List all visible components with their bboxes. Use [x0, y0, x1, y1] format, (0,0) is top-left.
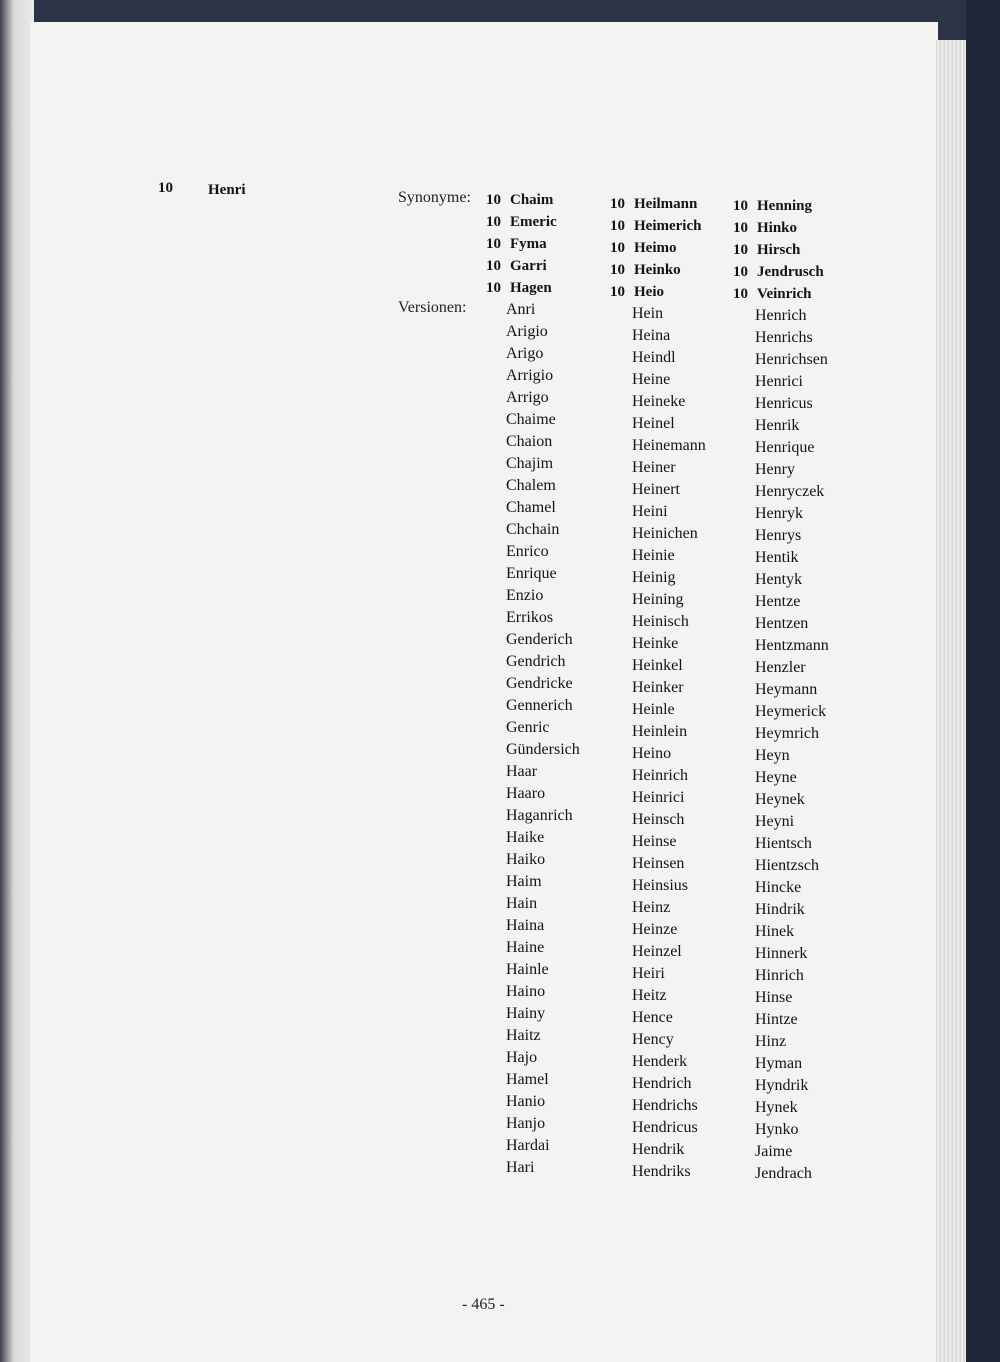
version-item: Hendrichs — [632, 1097, 698, 1114]
version-item: Heymerick — [755, 703, 827, 720]
version-item: Heiri — [632, 965, 665, 982]
version-item: Haino — [506, 983, 546, 1000]
synonym-name: Henning — [757, 198, 813, 214]
synonym-number: 10 — [733, 220, 748, 236]
synonym-item — [610, 237, 706, 259]
synonym-name: Jendrusch — [757, 264, 824, 280]
version-item: Hinz — [755, 1033, 787, 1050]
synonym-name: Emeric — [510, 214, 557, 230]
version-item: Hamel — [506, 1071, 549, 1088]
version-item: Gendricke — [506, 675, 573, 692]
version-item: Heymrich — [755, 725, 819, 742]
version-item: Henrys — [755, 527, 802, 544]
version-item: Arrigo — [506, 389, 549, 406]
version-item: Hentzmann — [755, 637, 829, 654]
version-item: Heinse — [632, 833, 677, 850]
version-item: Heinlein — [632, 723, 688, 740]
version-item: Henry — [755, 461, 795, 478]
version-item: Heinemann — [632, 437, 706, 454]
synonym-item — [733, 217, 829, 239]
version-item: Heinze — [632, 921, 678, 938]
synonym-number: 10 — [733, 286, 748, 302]
version-item: Heinkel — [632, 657, 683, 674]
version-item: Hientzsch — [755, 857, 819, 874]
version-item: Hintze — [755, 1011, 798, 1028]
synonym-name: Veinrich — [757, 286, 812, 302]
synonym-item — [610, 215, 706, 237]
version-item: Hence — [632, 1009, 673, 1026]
version-item: Heinrici — [632, 789, 685, 806]
version-item: Hendricus — [632, 1119, 698, 1136]
version-item: Haganrich — [506, 807, 573, 824]
synonym-item — [610, 259, 706, 281]
synonym-number: 10 — [733, 264, 748, 280]
version-item: Heinsen — [632, 855, 685, 872]
synonym-item — [733, 261, 829, 283]
synonym-number: 10 — [733, 198, 748, 214]
version-item: Henricus — [755, 395, 813, 412]
book-cover-edge — [966, 0, 1000, 1362]
version-item: Heyne — [755, 769, 797, 786]
version-item: Henrichs — [755, 329, 813, 346]
version-item: Heinisch — [632, 613, 689, 630]
version-item: Henderk — [632, 1053, 688, 1070]
version-item: Gündersich — [506, 741, 580, 758]
version-item: Chaion — [506, 433, 553, 450]
version-item: Chamel — [506, 499, 556, 516]
synonym-item — [486, 189, 580, 211]
page-number: - 465 - — [462, 1296, 505, 1313]
synonym-number: 10 — [486, 280, 501, 296]
version-item: Hinrich — [755, 967, 804, 984]
version-item: Heinsch — [632, 811, 685, 828]
version-item: Hinse — [755, 989, 793, 1006]
version-item: Hientsch — [755, 835, 812, 852]
version-item: Hein — [632, 305, 664, 322]
version-item: Heinrich — [632, 767, 688, 784]
synonym-item — [610, 193, 706, 215]
version-item: Hendrich — [632, 1075, 692, 1092]
version-item: Jendrach — [755, 1165, 812, 1182]
synonym-name: Hagen — [510, 280, 552, 296]
version-item: Hanio — [506, 1093, 546, 1110]
synonym-name: Hinko — [757, 220, 798, 236]
synonym-number: 10 — [610, 218, 625, 234]
version-item: Heinker — [632, 679, 684, 696]
version-item: Heitz — [632, 987, 667, 1004]
names-column-3 — [733, 195, 829, 1185]
synonym-name: Chaim — [510, 192, 554, 208]
version-item: Hynko — [755, 1121, 799, 1138]
synonym-number: 10 — [486, 258, 501, 274]
version-item: Heina — [632, 327, 671, 344]
version-item: Genric — [506, 719, 550, 736]
version-item: Hari — [506, 1159, 535, 1176]
version-item: Heinke — [632, 635, 679, 652]
version-item: Chaime — [506, 411, 556, 428]
synonym-item — [733, 195, 829, 217]
version-item: Heine — [632, 371, 671, 388]
version-item: Hentik — [755, 549, 799, 566]
synonym-number: 10 — [610, 196, 625, 212]
version-item: Heiner — [632, 459, 676, 476]
synonym-number: 10 — [486, 214, 501, 230]
version-item: Chchain — [506, 521, 560, 538]
version-item: Hendriks — [632, 1163, 691, 1180]
names-column-1 — [486, 189, 580, 1179]
version-item: Hain — [506, 895, 538, 912]
version-item: Haaro — [506, 785, 546, 802]
synonym-name: Heimerich — [634, 218, 702, 234]
version-item: Arrigio — [506, 367, 554, 384]
version-item: Henrici — [755, 373, 803, 390]
version-item: Anri — [506, 301, 536, 318]
version-item: Haina — [506, 917, 545, 934]
version-item: Heindl — [632, 349, 676, 366]
version-item: Enrico — [506, 543, 549, 560]
entry-name: Henri — [208, 182, 246, 198]
names-column-2 — [610, 193, 706, 1183]
version-item: Heynek — [755, 791, 805, 808]
synonym-number: 10 — [610, 240, 625, 256]
version-item: Haitz — [506, 1027, 541, 1044]
version-item: Hyndrik — [755, 1077, 809, 1094]
synonym-name: Heimo — [634, 240, 677, 256]
version-item: Hardai — [506, 1137, 550, 1154]
version-item: Henryk — [755, 505, 803, 522]
version-item: Jaime — [755, 1143, 793, 1160]
version-item: Heinert — [632, 481, 680, 498]
version-item: Arigio — [506, 323, 548, 340]
synonym-number: 10 — [486, 192, 501, 208]
version-item: Hainle — [506, 961, 549, 978]
version-item: Heinsius — [632, 877, 688, 894]
version-item: Hincke — [755, 879, 802, 896]
version-item: Henrik — [755, 417, 800, 434]
version-item: Heyni — [755, 813, 795, 830]
synonym-name: Heinko — [634, 262, 681, 278]
synonyme-label: Synonyme: — [398, 189, 471, 206]
version-item: Heinie — [632, 547, 675, 564]
version-item: Enrique — [506, 565, 557, 582]
version-item: Hynek — [755, 1099, 798, 1116]
synonym-name: Garri — [510, 258, 547, 274]
version-item: Gennerich — [506, 697, 573, 714]
synonym-item — [610, 281, 706, 303]
synonym-name: Fyma — [510, 236, 547, 252]
version-item: Heini — [632, 503, 668, 520]
version-item: Hinnerk — [755, 945, 808, 962]
synonym-number: 10 — [486, 236, 501, 252]
version-item: Hentzen — [755, 615, 809, 632]
version-item: Haine — [506, 939, 545, 956]
synonym-number: 10 — [610, 284, 625, 300]
version-item: Haar — [506, 763, 538, 780]
version-item: Heinzel — [632, 943, 682, 960]
version-item: Hyman — [755, 1055, 803, 1072]
version-item: Heino — [632, 745, 672, 762]
synonym-number: 10 — [733, 242, 748, 258]
synonym-item — [733, 239, 829, 261]
version-item: Heinz — [632, 899, 671, 916]
synonym-number: 10 — [610, 262, 625, 278]
version-item: Hinek — [755, 923, 795, 940]
version-item: Arigo — [506, 345, 544, 362]
version-item: Henzler — [755, 659, 806, 676]
entry-number: 10 — [158, 180, 173, 196]
version-item: Heymann — [755, 681, 818, 698]
versionen-label: Versionen: — [398, 299, 467, 316]
version-item: Hency — [632, 1031, 674, 1048]
synonym-item — [486, 233, 580, 255]
version-item: Heinichen — [632, 525, 698, 542]
synonym-item — [486, 211, 580, 233]
version-item: Henrich — [755, 307, 807, 324]
version-item: Heinle — [632, 701, 675, 718]
version-item: Hentyk — [755, 571, 803, 588]
version-item: Henrichsen — [755, 351, 828, 368]
version-item: Heyn — [755, 747, 790, 764]
version-item: Hanjo — [506, 1115, 546, 1132]
version-item: Henryczek — [755, 483, 825, 500]
book-spine — [0, 0, 34, 1362]
version-item: Hendrik — [632, 1141, 685, 1158]
synonym-name: Hirsch — [757, 242, 801, 258]
version-item: Hainy — [506, 1005, 546, 1022]
synonym-item — [733, 283, 829, 305]
version-item: Chajim — [506, 455, 554, 472]
version-item: Hindrik — [755, 901, 805, 918]
version-item: Hentze — [755, 593, 801, 610]
version-item: Haim — [506, 873, 542, 890]
synonym-item — [486, 277, 580, 299]
version-item: Heineke — [632, 393, 686, 410]
page-edges — [936, 40, 966, 1362]
version-item: Hajo — [506, 1049, 538, 1066]
version-item: Heinig — [632, 569, 676, 586]
version-item: Errikos — [506, 609, 554, 626]
version-item: Heining — [632, 591, 684, 608]
version-item: Enzio — [506, 587, 544, 604]
synonym-name: Heilmann — [634, 196, 698, 212]
synonym-item — [486, 255, 580, 277]
synonym-name: Heio — [634, 284, 664, 300]
version-item: Heinel — [632, 415, 675, 432]
version-item: Henrique — [755, 439, 815, 456]
version-item: Genderich — [506, 631, 573, 648]
version-item: Chalem — [506, 477, 556, 494]
version-item: Haiko — [506, 851, 546, 868]
version-item: Haike — [506, 829, 545, 846]
version-item: Gendrich — [506, 653, 566, 670]
